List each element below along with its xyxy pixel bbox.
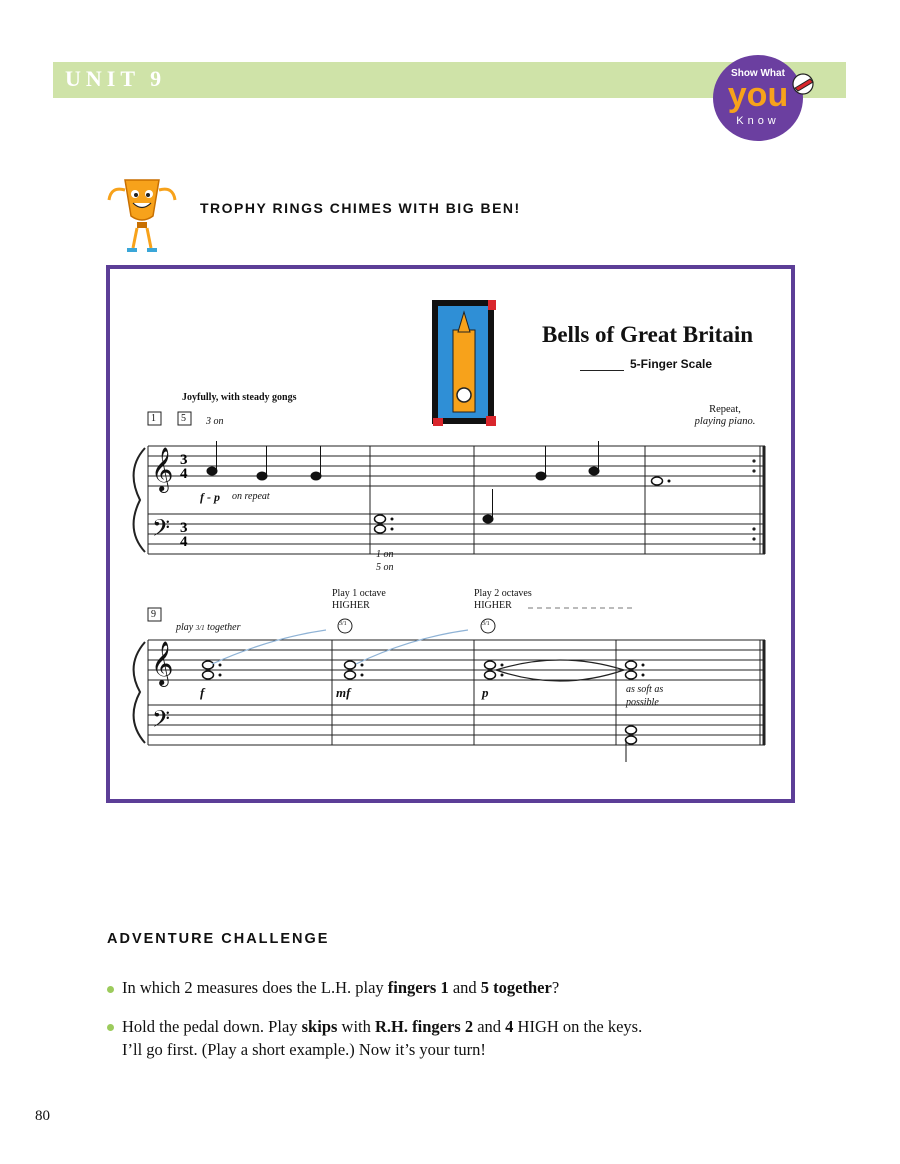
section-title: TROPHY RINGS CHIMES WITH BIG BEN!	[200, 200, 521, 216]
q1-bold-a: fingers 1	[387, 978, 449, 997]
octave-2-line-2: HIGHER	[474, 600, 512, 611]
page-number: 80	[35, 1108, 50, 1124]
repeat-line-2: playing piano.	[694, 416, 756, 427]
soft-line-1: as soft as	[626, 684, 664, 695]
dynamic-p: p	[482, 685, 489, 700]
q1-bold-b: 5 together	[480, 978, 552, 997]
measure-number-1: 1	[151, 413, 156, 424]
finger-circle-1: 3/1	[339, 621, 347, 627]
q2-text-d: HIGH on the keys.	[513, 1017, 643, 1036]
song-subtitle: 5-Finger Scale	[630, 357, 713, 371]
system-1	[134, 412, 765, 554]
q2-line-2: I’ll go first. (Play a short example.) Now it’s your turn!	[122, 1040, 486, 1059]
badge-you-text: you	[727, 76, 789, 114]
dynamics-on-repeat: on repeat	[232, 491, 270, 502]
play-together-label	[176, 622, 241, 633]
q2-text-b: with	[337, 1017, 376, 1036]
q2-text-c: and	[473, 1017, 506, 1036]
svg-text:3: 3	[180, 520, 188, 536]
octave-1-line-1: Play 1 octave	[332, 588, 386, 599]
bullet-2	[107, 1024, 114, 1031]
tempo-marking: Joyfully, with steady gongs	[182, 392, 297, 403]
svg-text:𝄞: 𝄞	[151, 447, 174, 491]
question-2	[122, 1015, 642, 1061]
svg-text:4: 4	[180, 466, 188, 482]
lh-5-on: 5 on	[376, 562, 394, 573]
subtitle-blank-line	[580, 370, 624, 371]
badge-top-text: Show What	[731, 68, 785, 79]
unit-label: UNIT 9	[65, 66, 167, 91]
play-fraction: 3/1	[195, 624, 205, 632]
octave-1-line-2: HIGHER	[332, 600, 370, 611]
measure-number-9: 9	[151, 609, 156, 620]
dynamic-mf: mf	[336, 685, 351, 700]
bullet-1	[107, 986, 114, 993]
q2-text-a: Hold the pedal down. Play	[122, 1017, 302, 1036]
together-word: together	[207, 622, 241, 633]
svg-text:4: 4	[180, 534, 188, 550]
finger-3-on: 3 on	[206, 416, 224, 427]
dynamic-f: f	[200, 685, 205, 700]
song-title: Bells of Great Britain	[542, 322, 754, 347]
play-word: play	[176, 622, 194, 633]
q2-bold-b: R.H. fingers 2	[375, 1017, 474, 1036]
octave-2-line-1: Play 2 octaves	[474, 588, 532, 599]
svg-text:𝄢: 𝄢	[152, 705, 171, 738]
q2-bold-c: 4	[505, 1017, 514, 1036]
repeat-line-1: Repeat,	[709, 404, 741, 415]
svg-text:𝄞: 𝄞	[151, 641, 174, 685]
finger-circle-2: 3/1	[482, 621, 490, 627]
q1-text-b: and	[448, 978, 481, 997]
q1-text-c: ?	[551, 978, 560, 997]
finger-number-5: 5	[181, 413, 186, 424]
repeat-instruction	[685, 404, 765, 428]
svg-text:𝄢: 𝄢	[152, 514, 171, 547]
q1-text-a: In which 2 measures does the L.H. play	[122, 978, 388, 997]
question-1	[122, 976, 559, 999]
challenge-title: ADVENTURE CHALLENGE	[107, 931, 330, 947]
badge-know-text: Know	[736, 115, 780, 127]
big-ben-illustration	[432, 300, 496, 426]
lh-1-on: 1 on	[376, 549, 394, 560]
dynamics-f-p: f - p	[200, 490, 220, 504]
soft-line-2: possible	[626, 697, 659, 708]
svg-text:3: 3	[180, 452, 188, 468]
q2-bold-a: skips	[301, 1017, 338, 1036]
